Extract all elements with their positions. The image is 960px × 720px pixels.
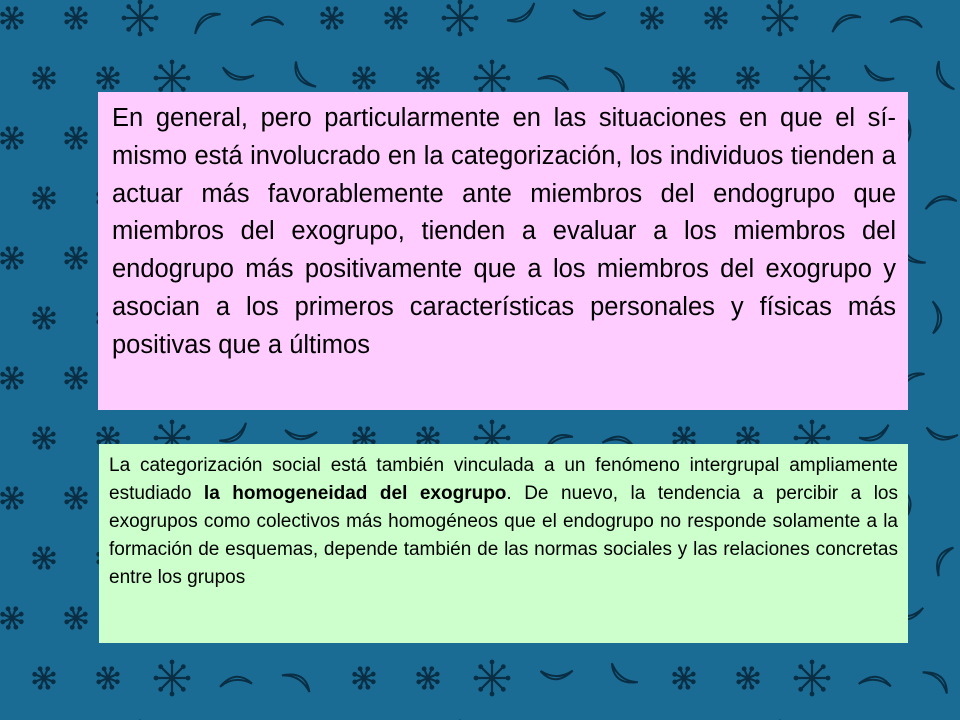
asterisk-star-icon: [28, 422, 60, 454]
asterisk-star-icon: [762, 0, 799, 36]
boomerang-icon: [190, 8, 222, 34]
boomerang-icon: [858, 425, 892, 444]
asterisk-star-icon: [794, 60, 831, 97]
bottom-text-box: [99, 444, 908, 643]
boomerang-icon: [930, 544, 956, 576]
boomerang-icon: [572, 7, 605, 22]
asterisk-star-icon: [412, 662, 444, 694]
asterisk-star-icon: [28, 302, 60, 334]
asterisk-star-icon: [154, 60, 191, 97]
asterisk-star-icon: [60, 602, 92, 634]
asterisk-star-icon: [92, 62, 124, 94]
asterisk-star-icon: [60, 362, 92, 394]
boomerang-icon: [930, 301, 943, 334]
boomerang-icon: [220, 677, 252, 687]
boomerang-icon: [284, 427, 317, 442]
asterisk-star-icon: [154, 660, 191, 697]
asterisk-star-icon: [122, 0, 159, 36]
boomerang-icon: [282, 667, 314, 694]
asterisk-star-icon: [60, 482, 92, 514]
asterisk-star-icon: [28, 662, 60, 694]
bottom-paragraph-bold-term: la homogeneidad del exogrupo: [203, 483, 507, 504]
asterisk-star-icon: [92, 662, 124, 694]
asterisk-star-icon: [474, 60, 511, 97]
boomerang-icon: [540, 668, 573, 681]
asterisk-star-icon: [0, 122, 28, 154]
top-paragraph: En general, pero particularmente en las situaciones en que el sí-mismo está involucrado en la categorización, los individuos tienden a actuar más favorablemente ante miembros del endogrupo que miembros del exogrupo, tienden a evaluar a los miembros del endogrupo más positivamente que a los miembros del exogrupo y asocian a los primeros características personales y físicas más positivas que a últimos: [112, 104, 896, 359]
boomerang-icon: [829, 11, 862, 32]
asterisk-star-icon: [28, 62, 60, 94]
boomerang-icon: [506, 3, 539, 27]
asterisk-star-icon: [732, 62, 764, 94]
asterisk-star-icon: [28, 542, 60, 574]
asterisk-star-icon: [474, 660, 511, 697]
asterisk-star-icon: [380, 2, 412, 34]
bottom-paragraph-end: . De nuevo, la tendencia a percibir a los exogrupos como colectivos más homogéneos que el endogrupo no responde solamente a la formación de esquemas, depende también de las normas sociales y las relaciones concretas entre los grupos: [109, 483, 898, 588]
top-text-box: [98, 92, 908, 410]
boomerang-icon: [924, 194, 957, 209]
asterisk-star-icon: [0, 2, 28, 34]
asterisk-star-icon: [60, 122, 92, 154]
asterisk-star-icon: [794, 660, 831, 697]
asterisk-star-icon: [412, 62, 444, 94]
asterisk-star-icon: [732, 662, 764, 694]
boomerang-icon: [890, 13, 924, 31]
asterisk-star-icon: [956, 2, 960, 34]
asterisk-star-icon: [442, 0, 479, 36]
boomerang-icon: [862, 62, 895, 87]
asterisk-star-icon: [316, 2, 348, 34]
asterisk-star-icon: [956, 602, 960, 634]
asterisk-star-icon: [956, 242, 960, 274]
asterisk-star-icon: [0, 362, 28, 394]
asterisk-star-icon: [0, 482, 28, 514]
asterisk-star-icon: [956, 122, 960, 154]
boomerang-icon: [607, 661, 638, 690]
asterisk-star-icon: [348, 662, 380, 694]
asterisk-star-icon: [956, 482, 960, 514]
asterisk-star-icon: [956, 362, 960, 394]
boomerang-icon: [859, 674, 892, 689]
asterisk-star-icon: [60, 242, 92, 274]
asterisk-star-icon: [700, 2, 732, 34]
asterisk-star-icon: [668, 62, 700, 94]
asterisk-star-icon: [0, 242, 28, 274]
boomerang-icon: [251, 15, 284, 28]
boomerang-icon: [923, 665, 952, 695]
boomerang-icon: [221, 64, 255, 84]
bottom-paragraph-start: La categorización social está también vinculada a un fenómeno intergrupal ampliamente estudiado: [109, 455, 898, 504]
boomerang-icon: [538, 70, 571, 93]
asterisk-star-icon: [348, 62, 380, 94]
asterisk-star-icon: [0, 602, 28, 634]
boomerang-icon: [924, 424, 958, 444]
asterisk-star-icon: [636, 2, 668, 34]
boomerang-icon: [933, 60, 955, 93]
asterisk-star-icon: [60, 2, 92, 34]
asterisk-star-icon: [28, 182, 60, 214]
asterisk-star-icon: [668, 662, 700, 694]
boomerang-icon: [290, 60, 316, 92]
